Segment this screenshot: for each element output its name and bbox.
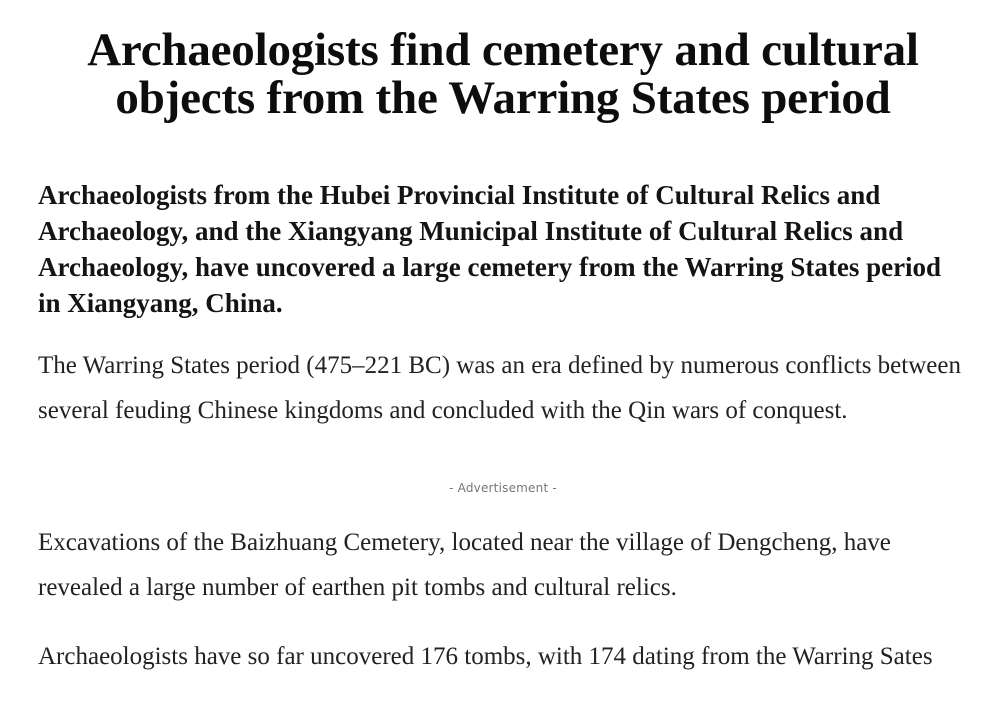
article-paragraph-3: Archaeologists have so far uncovered 176 tombs, with 174 dating from the Warring Sates: [38, 643, 933, 670]
article: [38, 0, 968, 680]
article-paragraph-2: Excavations of the Baizhuang Cemetery, located near the village of Dengcheng, have revealed a large number of earthen pit tombs and cultural relics.: [38, 529, 891, 601]
advertisement-label: - Advertisement -: [449, 481, 557, 495]
article-paragraph-1: The Warring States period (475–221 BC) was an era defined by numerous conflicts between several feuding Chinese kingdoms and concluded with the Qin wars of conquest.: [38, 352, 961, 424]
article-headline: Archaeologists find cemetery and cultural objects from the Warring States period: [87, 24, 919, 124]
article-lede: Archaeologists from the Hubei Provincial Institute of Cultural Relics and Archaeology, and the Xiangyang Municipal Institute of Cultural Relics and Archaeology, have uncovered a large cemetery from the Warring States period in Xiangyang, China.: [38, 180, 942, 318]
